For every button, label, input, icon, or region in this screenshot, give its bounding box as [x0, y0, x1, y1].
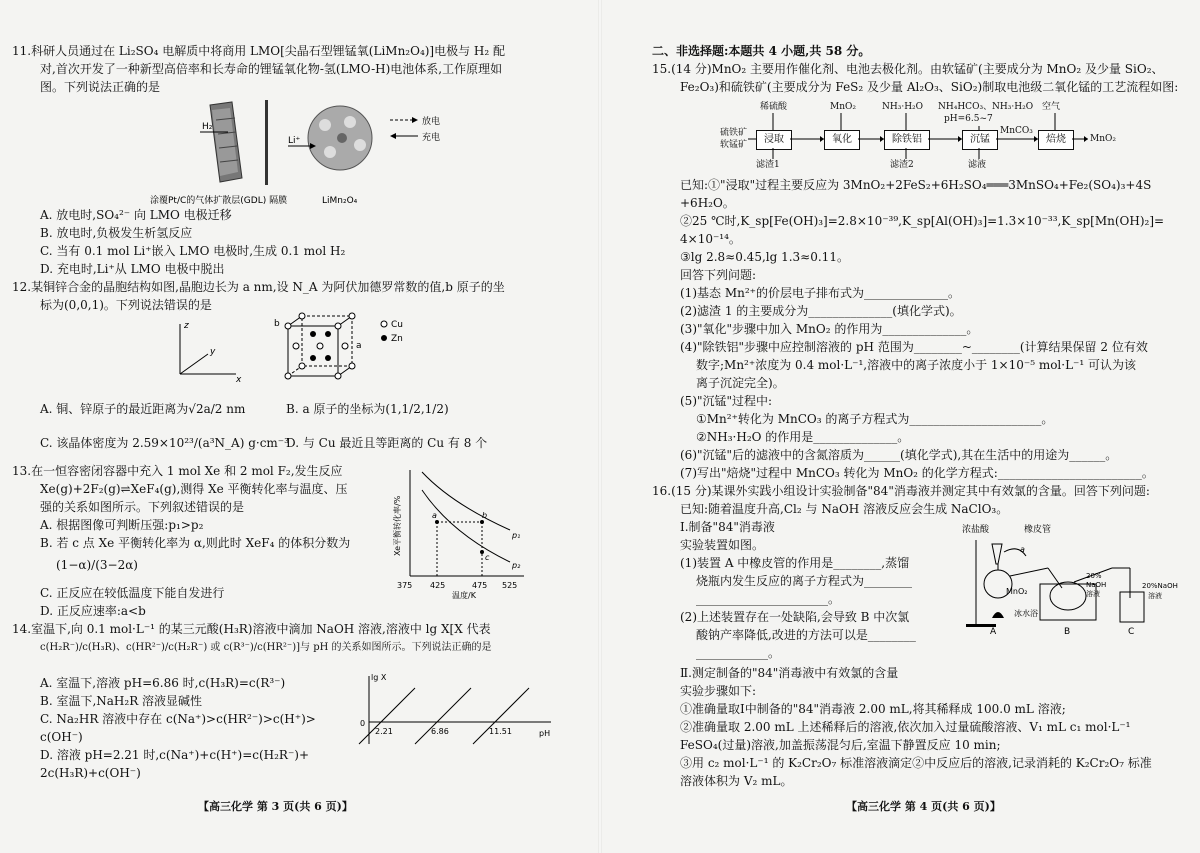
label-p2: p₂ [512, 561, 521, 570]
q15-part-5: (5)"沉锰"过程中: [680, 394, 773, 408]
label-c: C [1128, 627, 1135, 637]
atom-b-label: b [274, 319, 280, 329]
x-tick-475: 475 [472, 581, 488, 590]
q15-part-5a: ①Mn²⁺转化为 MnCO₃ 的离子方程式为______________________。 [696, 412, 1054, 426]
q15-part-4: (4)"除铁铝"步骤中应控制溶液的 pH 范围为________~________(计算结果保留 2 位有效 [680, 340, 1148, 354]
step-leaching: 浸取 [756, 130, 792, 150]
q14-option-c: C. Na₂HR 溶液中存在 c(Na⁺)>c(HR²⁻)>c(H⁺)> [40, 712, 316, 726]
y-axis-title: lg X [371, 673, 387, 682]
q16-line1: 16.(15 分)某课外实践小组设计实验制备"84"消毒液并测定其中有效氯的含量。回答下列问题: [652, 484, 1150, 498]
right-page [600, 0, 1200, 853]
step-remove-fe-al: 除铁铝 [884, 130, 930, 150]
q15-line1: 15.(14 分)MnO₂ 主要用作催化剂、电池去极化剂。由软锰矿(主要成分为 MnO₂ 及少量 SiO₂、 [652, 62, 1164, 76]
reagent-ammonia: NH₃·H₂O [882, 102, 924, 112]
intermediate-mnco3: MnCO₃ [1000, 126, 1033, 136]
q15-prompt: 回答下列问题: [680, 268, 757, 282]
tick-2-21: 2.21 [375, 727, 393, 736]
q15-process-flow [720, 96, 1140, 172]
charge-legend: 充电 [422, 133, 441, 143]
q15-part-4-line3: 离子沉淀完全)。 [696, 376, 785, 390]
q15-part-6: (6)"沉锰"后的滤液中的含氮溶质为______(填化学式),其在生活中的用途为______。 [680, 448, 1118, 462]
y-axis-label: y [210, 347, 216, 357]
q15-part-1: (1)基态 Mn²⁺的价层电子排布式为______________。 [680, 286, 960, 300]
gdl-electrode [210, 102, 242, 182]
q12-option-a: A. 铜、锌原子的最近距离为√2a/2 nm [40, 402, 246, 416]
reagent-air: 空气 [1042, 102, 1061, 112]
q11-battery-figure [150, 100, 480, 208]
tick-6-86: 6.86 [431, 727, 449, 736]
cu-legend-label: Cu [391, 320, 403, 330]
q11-line2: 对,首次开发了一种新型高倍率和长寿命的锂锰氧化物-氢(LMO-H)电池体系,工作原理如 [40, 62, 503, 76]
q16-section-1-note: 实验装置如图。 [680, 538, 765, 552]
lmo-electrode [308, 106, 372, 170]
q16-part-2: (2)上述装置存在一处缺陷,会导致 B 中次氯 [680, 610, 910, 624]
q14-option-d-cont: 2c(H₃R)+c(OH⁻) [40, 766, 141, 780]
q14-option-b: B. 室温下,NaH₂R 溶液显碱性 [40, 694, 203, 708]
point-b [480, 520, 484, 524]
q16-section-1: Ⅰ.制备"84"消毒液 [680, 520, 775, 534]
label-p1: p₁ [512, 531, 521, 540]
label-b: b [482, 511, 488, 520]
ice-bath-label: 冰水浴 [1014, 609, 1038, 618]
label-a: a [432, 511, 437, 520]
x-tick-375: 375 [397, 581, 413, 590]
point-c [480, 550, 484, 554]
q15-part-4-line2: 数字;Mn²⁺浓度为 0.4 mol·L⁻¹,溶液中的离子浓度小于 1×10⁻⁵ mol·L⁻¹ 可认为该 [696, 358, 1137, 372]
q16-step-3-cont: 溶液体积为 V₂ mL。 [680, 774, 793, 788]
q14-option-c-cont: c(OH⁻) [40, 730, 83, 744]
q16-part-1: (1)装置 A 中橡皮管的作用是________,蒸馏 [680, 556, 910, 570]
q15-part-2: (2)滤渣 1 的主要成分为______________(填化学式)。 [680, 304, 962, 318]
q13-line1: 13.在一恒容密闭容器中充入 1 mol Xe 和 2 mol F₂,发生反应 [12, 464, 343, 478]
origin-label: 0 [360, 719, 366, 728]
step-roasting: 焙烧 [1038, 130, 1074, 150]
apparatus-b [1014, 568, 1112, 620]
q13-option-b: B. 若 c 点 Xe 平衡转化率为 α,则此时 XeF₄ 的体积分数为 [40, 536, 351, 550]
q16-part-1-line3: ______________________。 [696, 592, 841, 606]
y-axis-title: Xe平衡转化率/% [393, 495, 402, 556]
conc-hcl-label: 浓盐酸 [962, 525, 990, 535]
product-mno2: MnO₂ [1090, 134, 1116, 144]
separator-membrane [265, 100, 268, 185]
axes-diagram [180, 321, 242, 385]
q13-option-a: A. 根据图像可判断压强:p₁>p₂ [40, 518, 204, 532]
q12-option-d: D. 与 Cu 最近且等距离的 Cu 有 8 个 [286, 436, 488, 450]
q11-option-a: A. 放电时,SO₄²⁻ 向 LMO 电极迁移 [40, 208, 232, 222]
q15-part-5b: ②NH₃·H₂O 的作用是______________。 [696, 430, 910, 444]
q15-known-1: 已知:①"浸取"过程主要反应为 3MnO₂+2FeS₂+6H₂SO₄═══3MnSO₄+Fe₂(SO₄)₃+4S [680, 178, 1152, 192]
q16-apparatus-figure [962, 522, 1190, 638]
gdl-caption: 涂覆Pt/C的气体扩散层(GDL) 隔膜 [150, 196, 288, 206]
q13-option-d: D. 正反应速率:a<b [40, 604, 146, 618]
svg-text:20%NaOH: 20%NaOH [1142, 582, 1178, 590]
q16-part-2-line3: ____________。 [696, 646, 781, 660]
mno2-label: MnO₂ [1006, 587, 1028, 596]
cu-legend-marker [381, 321, 387, 327]
h2-label: H₂ [202, 122, 213, 132]
x-axis-title: 温度/K [452, 591, 476, 600]
x-axis-title: pH [539, 729, 551, 738]
q12-option-c: C. 该晶体密度为 2.59×10²³/(a³N_A) g·cm⁻³ [40, 436, 289, 450]
q16-section-2: Ⅱ.测定制备的"84"消毒液中有效氯的含量 [680, 666, 899, 680]
q14-lgx-ph-chart [355, 670, 560, 748]
tick-11-51: 11.51 [489, 727, 512, 736]
right-page-footer: 【高三化学 第 4 页(共 6 页)】 [846, 800, 1001, 813]
z-axis-label: z [184, 321, 189, 331]
svg-text:溶液: 溶液 [1086, 590, 1100, 598]
q11-option-d: D. 充电时,Li⁺从 LMO 电极中脱出 [40, 262, 225, 276]
q15-known-1-cont: +6H₂O。 [680, 196, 735, 210]
residue-1: 滤渣1 [756, 160, 780, 170]
q13-option-b-fraction: (1−α)/(3−2α) [56, 558, 138, 572]
discharge-legend: 放电 [422, 117, 441, 127]
q13-option-c: C. 正反应在较低温度下能自发进行 [40, 586, 225, 600]
q16-part-1-line2: 烧瓶内发生反应的离子方程式为________ [696, 574, 913, 588]
label-b: B [1064, 627, 1071, 637]
q14-option-d: D. 溶液 pH=2.21 时,c(Na⁺)+c(H⁺)=c(H₂R⁻)+ [40, 748, 310, 762]
label-a: A [990, 627, 997, 637]
q13-xe-conversion-chart [392, 464, 532, 600]
lmo-caption: LiMn₂O₄ [322, 196, 358, 206]
q16-part-2-line2: 酸钠产率降低,改进的方法可以是________ [696, 628, 916, 642]
filtrate: 滤液 [968, 160, 987, 170]
q15-known-2: ②25 ℃时,K_sp[Fe(OH)₃]=2.8×10⁻³⁹,K_sp[Al(OH)₃]=1.3×10⁻³³,K_sp[Mn(OH)₂]= [680, 214, 1165, 228]
q12-unit-cell-figure [170, 312, 430, 394]
residue-2: 滤渣2 [890, 160, 914, 170]
q13-line2: Xe(g)+2F₂(g)⇌XeF₄(g),测得 Xe 平衡转化率与温度、压 [40, 482, 348, 496]
q15-known-3: ③lg 2.8≈0.45,lg 1.3≈0.11。 [680, 250, 849, 264]
q16-step-2: ②准确量取 2.00 mL 上述稀释后的溶液,依次加入过量硫酸溶液、V₁ mL c₁ mol·L⁻¹ [680, 720, 1131, 734]
svg-text:20%: 20% [1086, 572, 1102, 580]
reagent-ph-range: pH=6.5~7 [944, 114, 993, 124]
q16-step-3: ③用 c₂ mol·L⁻¹ 的 K₂Cr₂O₇ 标准溶液滴定②中反应后的溶液,记录消耗的 K₂Cr₂O₇ 标准 [680, 756, 1152, 770]
section-heading: 二、非选择题:本题共 4 小题,共 58 分。 [652, 44, 871, 58]
zn-legend-label: Zn [391, 334, 403, 344]
reagent-nh4hco3: NH₄HCO₃、NH₃·H₂O [938, 102, 1034, 112]
x-axis-label: x [236, 375, 242, 385]
svg-text:a: a [1020, 545, 1025, 554]
reagent-sulfuric-acid: 稀硫酸 [760, 102, 788, 112]
svg-text:NaOH: NaOH [1086, 581, 1107, 589]
q14-line2: c(H₂R⁻)/c(H₃R)、c(HR²⁻)/c(H₂R⁻) 或 c(R³⁻)/c(HR²⁻)]与 pH 的关系如图所示。下列说法正确的是 [40, 642, 492, 653]
zn-legend-marker [381, 335, 387, 341]
p2-curve [422, 490, 510, 562]
x-tick-525: 525 [502, 581, 518, 590]
q11-line3: 图。下列说法正确的是 [40, 80, 161, 94]
q16-step-1: ①准确量取Ⅰ中制备的"84"消毒液 2.00 mL,将其稀释成 100.0 mL 溶液; [680, 702, 1066, 716]
svg-text:溶液: 溶液 [1148, 592, 1162, 600]
q16-line2: 已知:随着温度升高,Cl₂ 与 NaOH 溶液反应会生成 NaClO₃。 [680, 502, 1009, 516]
q15-known-2-cont: 4×10⁻¹⁴。 [680, 232, 741, 246]
q14-option-a: A. 室温下,溶液 pH=6.86 时,c(H₃R)=c(R³⁻) [40, 676, 286, 690]
q15-part-7: (7)写出"焙烧"过程中 MnCO₃ 转化为 MnO₂ 的化学方程式:________________________。 [680, 466, 1154, 480]
q16-step-2-cont: FeSO₄(过量)溶液,加盖振荡混匀后,室温下静置反应 10 min; [680, 738, 1001, 752]
reagent-mno2: MnO₂ [830, 102, 856, 112]
rubber-tube-label: 橡皮管 [1024, 525, 1052, 535]
input-pyrite: 硫铁矿 [720, 128, 748, 138]
left-page-footer: 【高三化学 第 3 页(共 6 页)】 [198, 800, 353, 813]
input-pyrolusite: 软锰矿 [720, 140, 748, 150]
q11-line1: 11.科研人员通过在 Li₂SO₄ 电解质中将商用 LMO[尖晶石型锂锰氧(LiMn₂O₄)]电极与 H₂ 配 [12, 44, 506, 58]
q16-section-2-note: 实验步骤如下: [680, 684, 757, 698]
step-oxidation: 氧化 [824, 130, 860, 150]
q15-line2: Fe₂O₃)和硫铁矿(主要成分为 FeS₂ 及少量 Al₂O₃、SiO₂)制取电池级二氧化锰的工艺流程如图: [680, 80, 1179, 94]
q12-option-b: B. a 原子的坐标为(1,1/2,1/2) [286, 402, 449, 416]
q11-option-c: C. 当有 0.1 mol Li⁺嵌入 LMO 电极时,生成 0.1 mol H₂ [40, 244, 346, 258]
q12-line1: 12.某铜锌合金的晶胞结构如图,晶胞边长为 a nm,设 N_A 为阿伏加德罗常数的值,b 原子的坐 [12, 280, 505, 294]
cube-diagram [274, 313, 362, 379]
q12-line2: 标为(0,0,1)。下列说法错误的是 [40, 298, 212, 312]
point-a [435, 520, 439, 524]
step-mn-precipitation: 沉锰 [962, 130, 998, 150]
x-tick-425: 425 [430, 581, 446, 590]
label-c: c [485, 553, 490, 562]
flow-arrows [720, 96, 1140, 172]
q11-option-b: B. 放电时,负极发生析氢反应 [40, 226, 193, 240]
apparatus-c [1112, 568, 1178, 622]
atom-a-label: a [356, 341, 362, 351]
q15-part-3: (3)"氧化"步骤中加入 MnO₂ 的作用为______________。 [680, 322, 979, 336]
q13-line3: 强的关系如图所示。下列叙述错误的是 [40, 500, 245, 514]
q14-line1: 14.室温下,向 0.1 mol·L⁻¹ 的某三元酸(H₃R)溶液中滴加 NaOH 溶液,溶液中 lg X[X 代表 [12, 622, 491, 636]
li-label: Li⁺ [288, 136, 301, 146]
